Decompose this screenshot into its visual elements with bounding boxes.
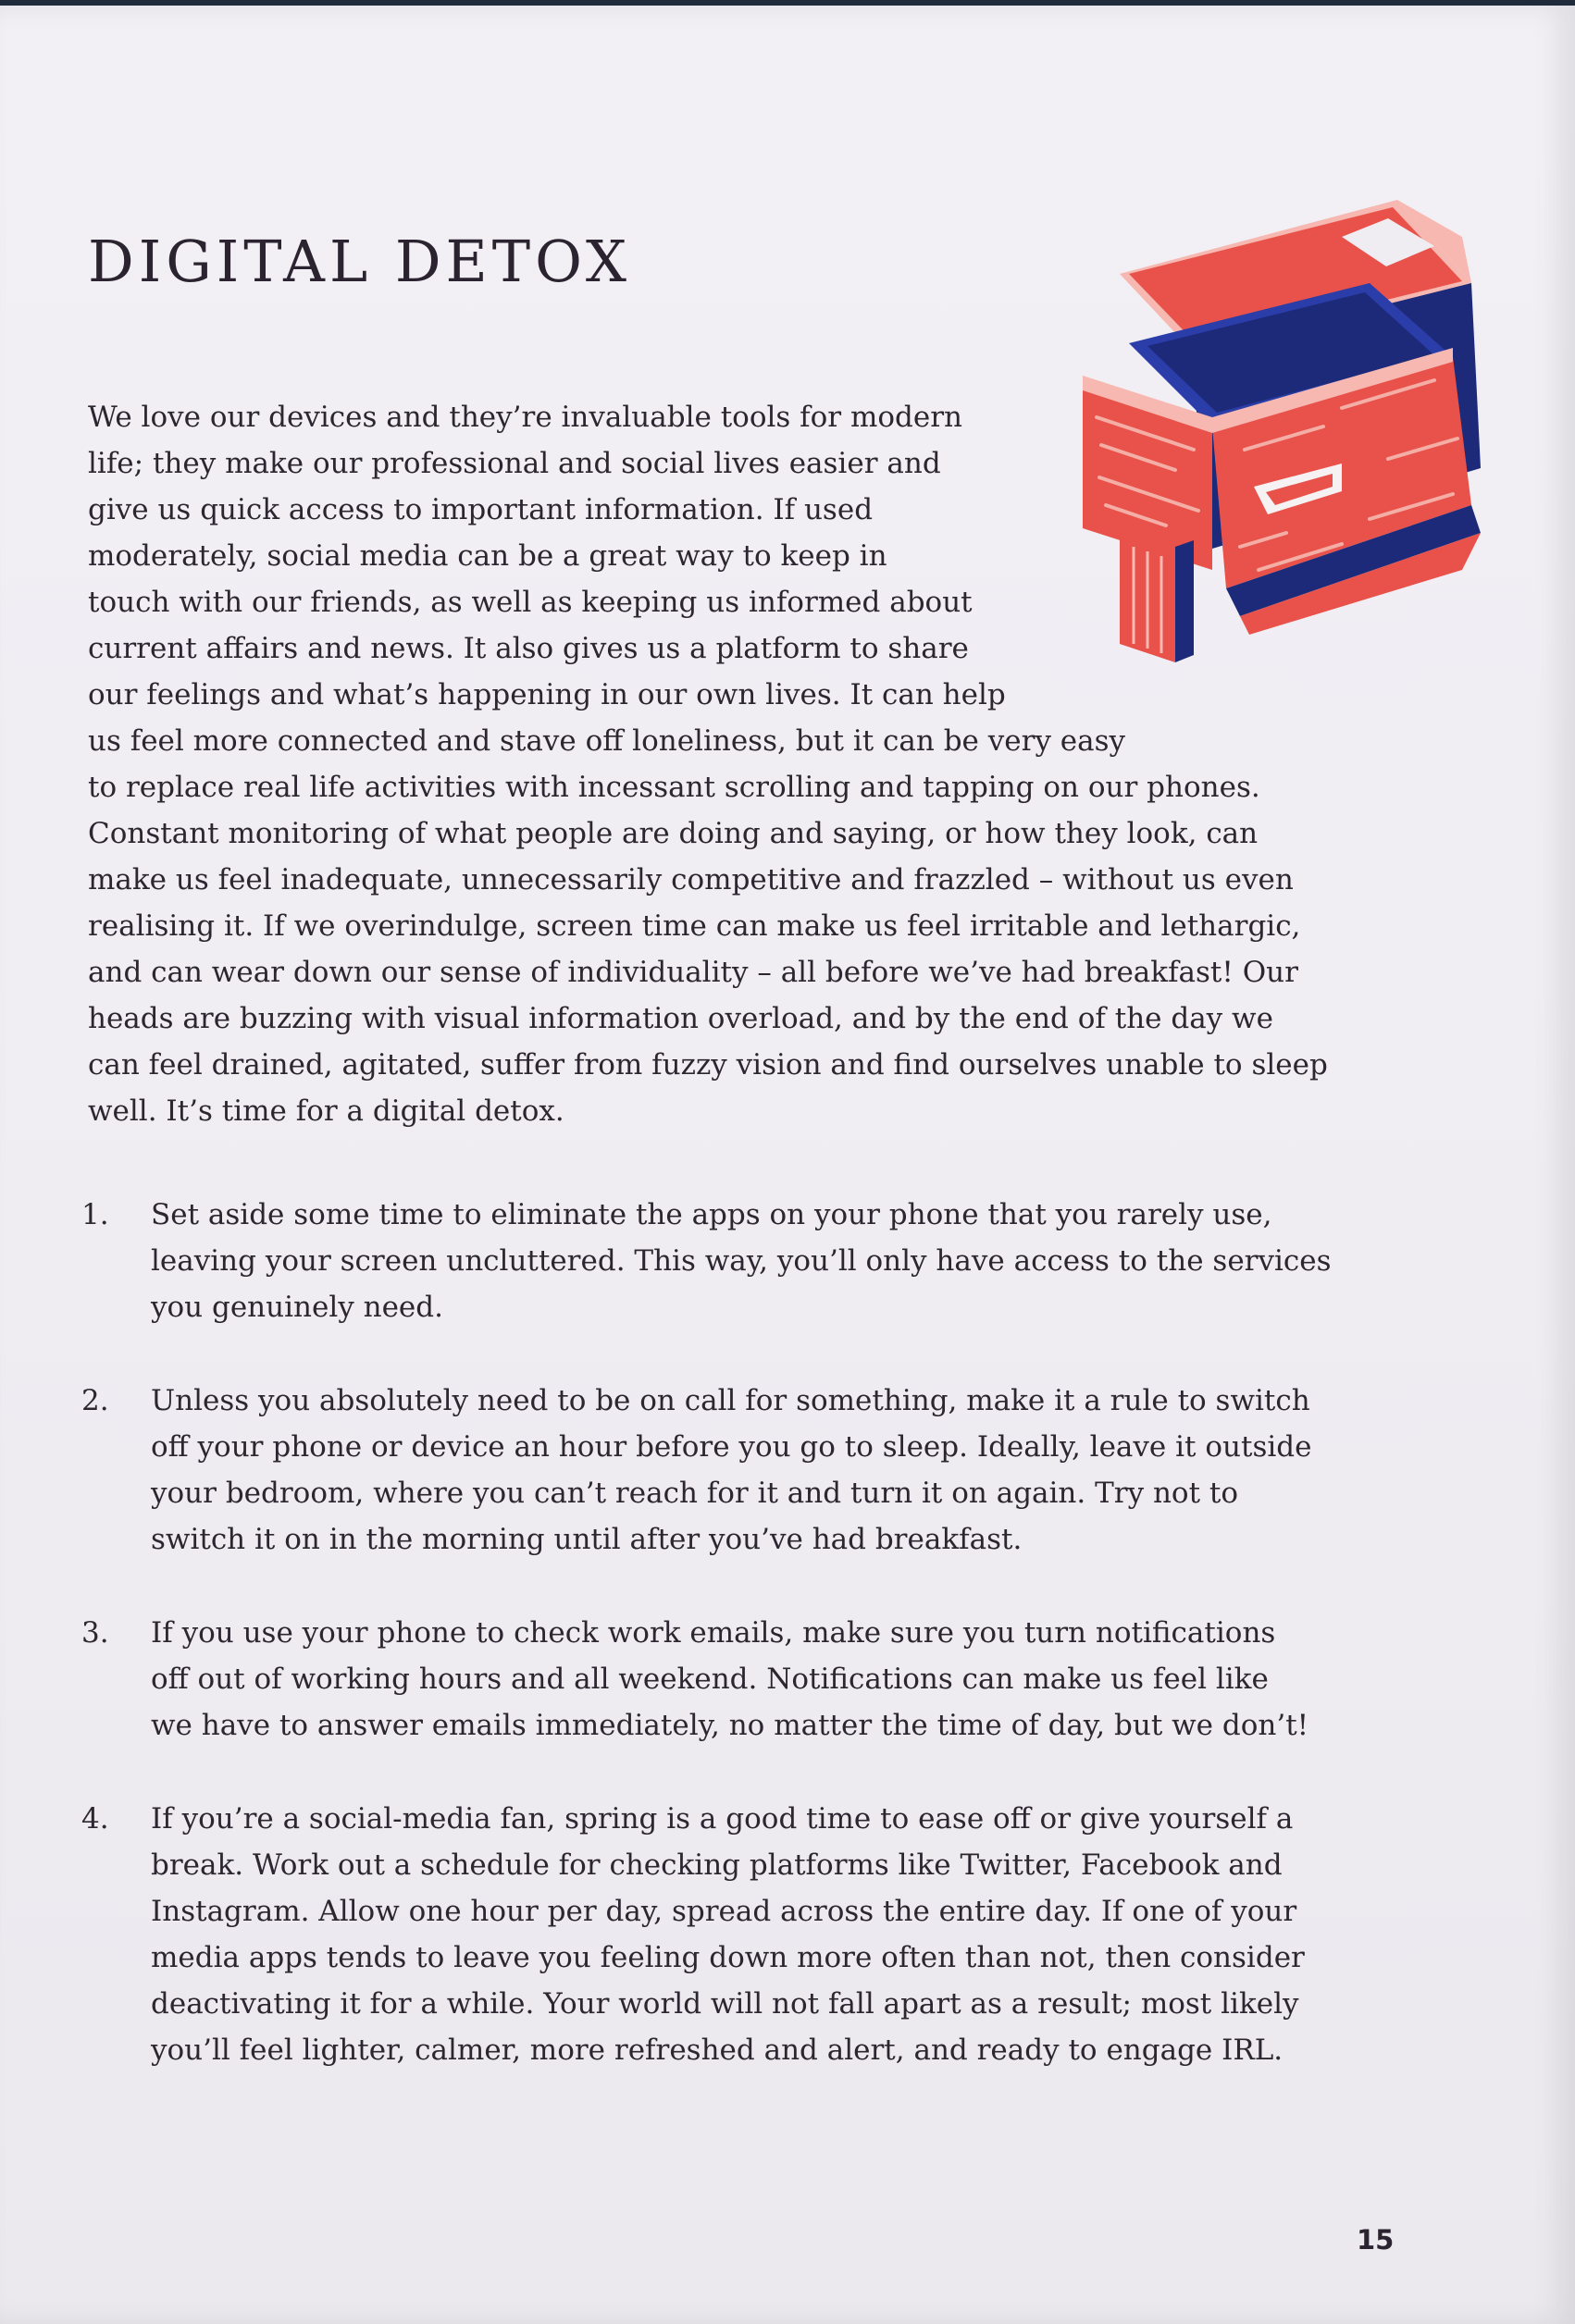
intro-line: make us feel inadequate, unnecessarily competitive and frazzled – without us even xyxy=(88,863,1294,896)
tip-line: you’ll feel lighter, calmer, more refreshed and alert, and ready to engage IRL. xyxy=(151,2034,1284,2067)
book-page xyxy=(0,6,1575,2324)
tip-line: we have to answer emails immediately, no matter the time of day, but we don’t! xyxy=(151,1709,1309,1742)
page-title: DIGITAL DETOX xyxy=(88,228,632,295)
tip-number: 4. xyxy=(81,1802,109,1836)
tip-line: media apps tends to leave you feeling down more often than not, then consider xyxy=(151,1941,1305,1974)
tip-line: off out of working hours and all weekend. Notifications can make us feel like xyxy=(151,1663,1269,1696)
tip-line: deactivating it for a while. Your world will not fall apart as a result; most likely xyxy=(151,1987,1299,2021)
tip-line: If you’re a social-media fan, spring is a good time to ease off or give yourself a xyxy=(151,1802,1294,1836)
intro-line: current affairs and news. It also gives us a platform to share xyxy=(88,632,969,665)
tip-line: break. Work out a schedule for checking platforms like Twitter, Facebook and xyxy=(151,1848,1283,1882)
tip-line: your bedroom, where you can’t reach for it and turn it on again. Try not to xyxy=(151,1477,1239,1510)
intro-paragraph xyxy=(88,394,1402,1134)
intro-line: realising it. If we overindulge, screen time can make us feel irritable and lethargic, xyxy=(88,909,1301,943)
intro-line: heads are buzzing with visual information overload, and by the end of the day we xyxy=(88,1002,1273,1035)
intro-line: our feelings and what’s happening in our own lives. It can help xyxy=(88,678,1006,711)
tip-number: 1. xyxy=(81,1198,109,1231)
tip-number: 2. xyxy=(81,1384,109,1417)
tip-line: leaving your screen uncluttered. This way, you’ll only have access to the services xyxy=(151,1244,1332,1278)
page-number: 15 xyxy=(1357,2224,1395,2256)
intro-line: to replace real life activities with incessant scrolling and tapping on our phones. xyxy=(88,771,1260,804)
intro-line: Constant monitoring of what people are doing and saying, or how they look, can xyxy=(88,817,1259,850)
intro-line: moderately, social media can be a great way to keep in xyxy=(88,539,887,573)
tip-item xyxy=(81,1378,1395,1563)
intro-line: can feel drained, agitated, suffer from fuzzy vision and find ourselves unable to sleep xyxy=(88,1048,1328,1082)
tip-line: Set aside some time to eliminate the apps on your phone that you rarely use, xyxy=(151,1198,1272,1231)
intro-line: life; they make our professional and social lives easier and xyxy=(88,447,941,480)
tip-number: 3. xyxy=(81,1616,109,1650)
tip-item xyxy=(81,1192,1395,1330)
tip-line: switch it on in the morning until after you’ve had breakfast. xyxy=(151,1523,1023,1556)
tip-item xyxy=(81,1610,1395,1749)
tip-line: Unless you absolutely need to be on call for something, make it a rule to switch xyxy=(151,1384,1310,1417)
tip-line: If you use your phone to check work emails, make sure you turn notifications xyxy=(151,1616,1276,1650)
tip-line: you genuinely need. xyxy=(151,1291,443,1324)
tips-list xyxy=(81,1192,1395,2120)
tip-line: Instagram. Allow one hour per day, spread across the entire day. If one of your xyxy=(151,1895,1297,1928)
intro-line: and can wear down our sense of individuality – all before we’ve had breakfast! Our xyxy=(88,956,1298,989)
intro-line: well. It’s time for a digital detox. xyxy=(88,1094,564,1128)
tip-line: off your phone or device an hour before you go to sleep. Ideally, leave it outside xyxy=(151,1430,1312,1464)
intro-line: us feel more connected and stave off loneliness, but it can be very easy xyxy=(88,724,1126,758)
tip-item xyxy=(81,1796,1395,2073)
intro-line: touch with our friends, as well as keeping us informed about xyxy=(88,586,973,619)
intro-line: We love our devices and they’re invaluable tools for modern xyxy=(88,401,963,434)
intro-line: give us quick access to important information. If used xyxy=(88,493,874,526)
